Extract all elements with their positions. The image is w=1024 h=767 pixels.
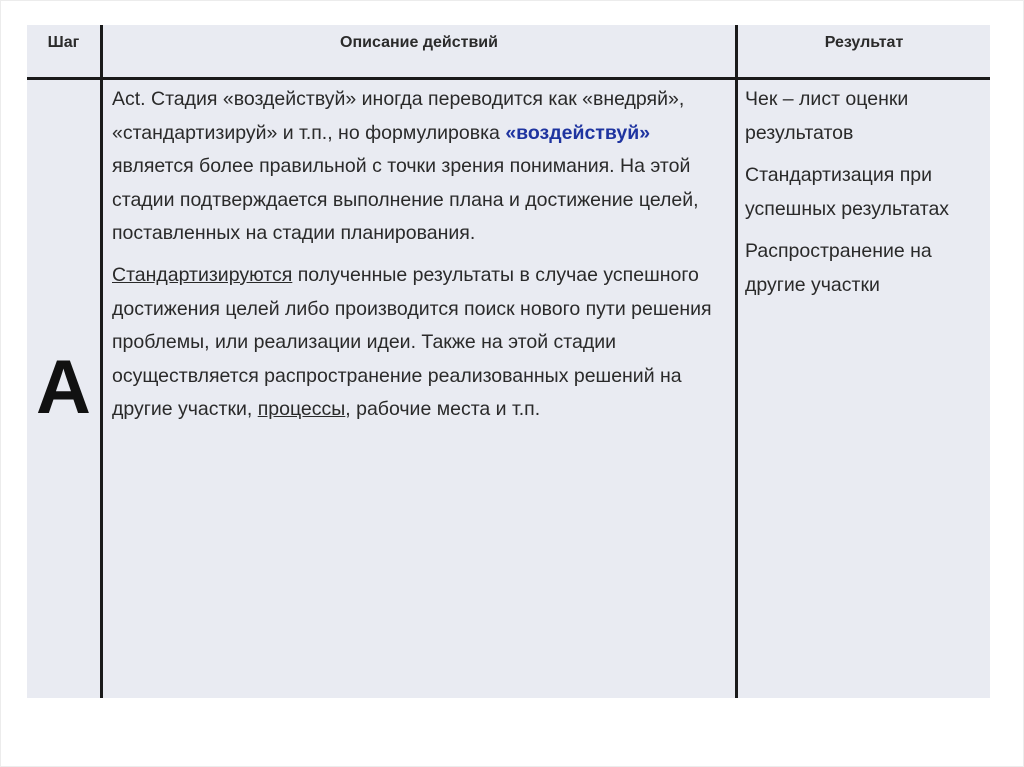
description-text: , рабочие места и т.п.	[345, 398, 541, 421]
header-result: Результат	[824, 34, 904, 51]
step-letter: A	[36, 345, 91, 430]
description-paragraph-2	[112, 259, 730, 427]
description-cell	[112, 83, 730, 435]
result-item: Чек – лист оценки результатов	[745, 88, 909, 144]
result-item: Распространение на другие участки	[745, 240, 932, 296]
description-text: Act. Стадия «воздействуй» иногда переводится как «внедряй», «стандартизируй» и т.п., но формулировка	[112, 88, 685, 144]
description-paragraph-1	[112, 83, 730, 251]
header-description: Описание действий	[340, 34, 498, 51]
result-cell	[745, 83, 985, 312]
underlined-term: Стандартизируются	[112, 263, 293, 286]
column-divider-result	[735, 25, 738, 698]
result-item: Стандартизация при успешных результатах	[745, 164, 950, 220]
header-divider	[27, 77, 990, 80]
highlight-term: «воздействуй»	[505, 121, 651, 144]
description-text: полученные результаты в случае успешного достижения целей либо производится поиск нового пути решения проблемы, или реализации идеи. Также на этой стадии осуществляется распространение реализованных решений на другие участки,	[112, 263, 712, 421]
underlined-term: процессы	[257, 398, 346, 421]
column-divider-step	[100, 25, 103, 698]
header-step: Шаг	[47, 34, 80, 51]
description-text: является более правильной с точки зрения понимания. На этой стадии подтверждается выполнение плана и достижение целей, поставленных на стадии планирования.	[112, 155, 699, 245]
pdca-table	[27, 25, 990, 698]
